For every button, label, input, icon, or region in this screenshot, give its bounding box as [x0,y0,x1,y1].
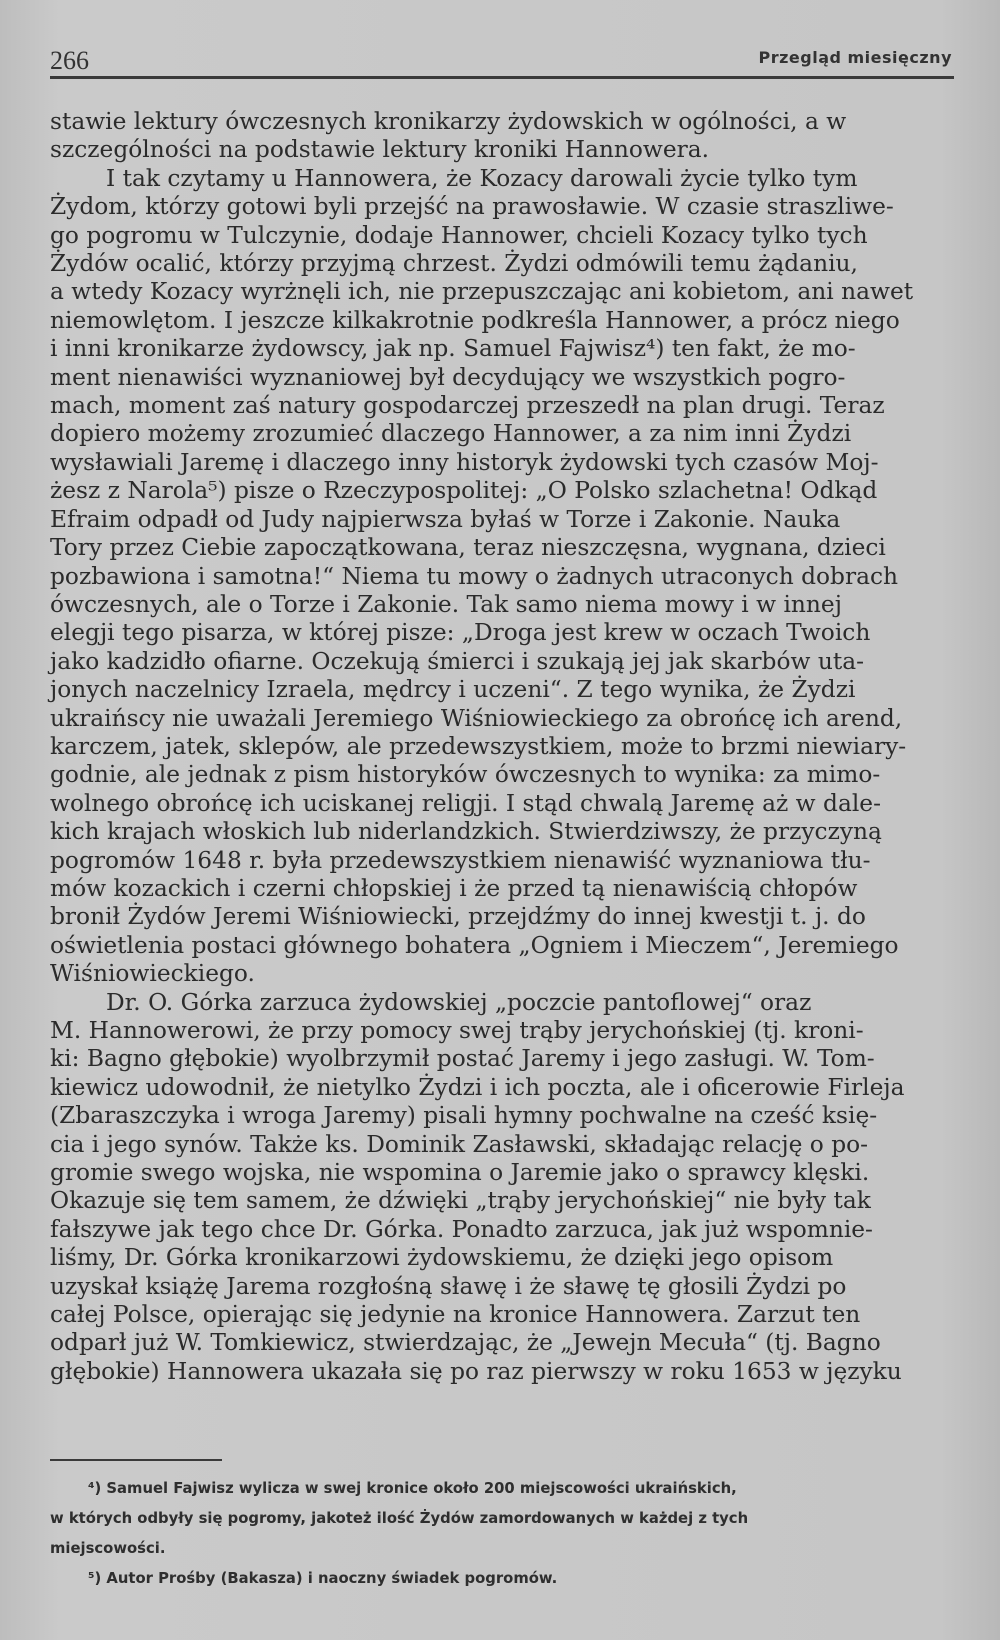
text-line: ukraińscy nie uważali Jeremiego Wiśniowieckiego za obrońcę ich arend, [50,704,903,732]
text-line: go pogromu w Tulczynie, dodaje Hannower, chcieli Kozacy tylko tych [50,221,868,249]
text-line: godnie, ale jednak z pism historyków ówczesnych to wynika: za mimo- [50,761,881,789]
text-line: oświetlenia postaci głównego bohatera „Ogniem i Mieczem“, Jeremiego [50,931,899,959]
text-line: liśmy, Dr. Górka kronikarzowi żydowskiemu, że dzięki jego opisom [50,1244,834,1272]
text-line: gromie swego wojska, nie wspomina o Jaremie jako o sprawcy klęski. [50,1159,870,1187]
footnote-4 [50,1474,953,1564]
text-line: Dr. O. Górka zarzuca żydowskiej „poczcie pantoflowej“ oraz [106,988,812,1016]
text-line: kiewicz udowodnił, że nietylko Żydzi i ich poczta, ale i oficerowie Firleja [50,1073,905,1101]
text-line: Wiśniowieckiego. [50,960,255,988]
text-line: wolnego obrońcę ich uciskanej religji. I stąd chwalą Jaremę aż w dale- [50,789,881,817]
footnote-line: w których odbyły się pogromy, jakoteż ilość Żydów zamordowanych w każdej z tych [50,1510,749,1527]
text-line: kich krajach włoskich lub niderlandzkich. Stwierdziwszy, że przyczyną [50,818,882,846]
text-line: całej Polsce, opierając się jedynie na kronice Hannowera. Zarzut ten [50,1301,861,1329]
text-line: Efraim odpadł od Judy najpierwsza byłaś w Torze i Zakonie. Nauka [50,505,841,533]
text-line: mach, moment zaś natury gospodarczej przeszedł na plan drugi. Teraz [50,392,885,420]
paragraph-hannower [50,165,953,989]
text-line: Żydów ocalić, którzy przyjmą chrzest. Żydzi odmówili temu żądaniu, [50,250,858,278]
text-line: jako kadzidło ofiarne. Oczekują śmierci i szukają jej jak skarbów uta- [50,647,864,675]
paragraph-continuation [50,108,953,165]
text-line: ment nienawiści wyznaniowej był decydujący we wszystkich pogro- [50,363,846,391]
text-line: elegji tego pisarza, w której pisze: „Droga jest krew w oczach Twoich [50,619,871,647]
text-line: I tak czytamy u Hannowera, że Kozacy darowali życie tylko tym [106,164,858,192]
text-line: uzyskał książę Jarema rozgłośną sławę i że sławę tę głosili Żydzi po [50,1272,847,1300]
text-line: szczególności na podstawie lektury kroniki Hannowera. [50,136,710,164]
header-rule [50,76,954,79]
running-title: Przegląd miesięczny [758,48,952,67]
text-line: Żydom, którzy gotowi byli przejść na prawosławie. W czasie straszliwe- [50,193,894,221]
footnotes [50,1474,953,1594]
text-line: bronił Żydów Jeremi Wiśniowiecki, przejdźmy do innej kwestji t. j. do [50,903,866,931]
page-header [50,40,952,74]
footnote-5 [50,1564,953,1594]
text-line: wysławiali Jaremę i dlaczego inny historyk żydowski tych czasów Moj- [50,448,879,476]
text-line: fałszywe jak tego chce Dr. Górka. Ponadto zarzuca, jak już wspomnie- [50,1215,873,1243]
footnote-line: miejscowości. [50,1540,166,1557]
text-line: Okazuje się tem samem, że dźwięki „trąby jerychońskiej“ nie były tak [50,1187,871,1215]
paragraph-gorka [50,989,953,1387]
text-line: niemowlętom. I jeszcze kilkakrotnie podkreśla Hannower, a prócz niego [50,306,900,334]
text-line: M. Hannowerowi, że przy pomocy swej trąby jerychońskiej (tj. kroni- [50,1017,864,1044]
text-line: jonych naczelnicy Izraela, mędrcy i uczeni“. Z tego wynika, że Żydzi [50,676,856,704]
text-line: ki: Bagno głębokie) wyolbrzymił postać Jaremy i jego zasługi. W. Tom- [50,1045,875,1073]
text-line: żesz z Narola⁵) pisze o Rzeczypospolitej: „O Polsko szlachetna! Odkąd [50,477,878,505]
text-line: stawie lektury ówczesnych kronikarzy żydowskich w ogólności, a w [50,108,847,135]
text-line: ówczesnych, ale o Torze i Zakonie. Tak samo niema mowy i w innej [50,590,842,618]
text-line: pogromów 1648 r. była przedewszystkiem nienawiść wyznaniowa tłu- [50,846,871,874]
text-line: dopiero możemy zrozumieć dlaczego Hannower, a za nim inni Żydzi [50,420,852,448]
text-line: cia i jego synów. Także ks. Dominik Zasławski, składając relację o po- [50,1130,869,1158]
text-line: karczem, jatek, sklepów, ale przedewszystkiem, może to brzmi niewiary- [50,732,907,760]
text-line: pozbawiona i samotna!“ Niema tu mowy o żadnych utraconych dobrach [50,562,899,590]
text-line: a wtedy Kozacy wyrżnęli ich, nie przepuszczając ani kobietom, ani nawet [50,278,914,306]
text-line: odparł już W. Tomkiewicz, stwierdzając, że „Jewejn Mecuła“ (tj. Bagno [50,1329,881,1357]
footnote-line: ⁴) Samuel Fajwisz wylicza w swej kronice około 200 miejscowości ukraińskich, [88,1480,737,1497]
text-line: Tory przez Ciebie zapoczątkowana, teraz nieszczęsna, wygnana, dzieci [50,534,886,562]
footnote-line: ⁵) Autor Prośby (Bakasza) i naoczny świadek pogromów. [88,1570,558,1587]
text-line: i inni kronikarze żydowscy, jak np. Samuel Fajwisz⁴) ten fakt, że mo- [50,335,856,363]
text-line: mów kozackich i czerni chłopskiej i że przed tą nienawiścią chłopów [50,874,858,902]
body-text [50,108,953,1386]
page-number: 266 [50,46,89,75]
text-line: (Zbaraszczyka i wroga Jaremy) pisali hymny pochwalne na cześć księ- [50,1102,878,1130]
footnote-rule [50,1459,222,1461]
text-line: głębokie) Hannowera ukazała się po raz pierwszy w roku 1653 w języku [50,1357,902,1385]
